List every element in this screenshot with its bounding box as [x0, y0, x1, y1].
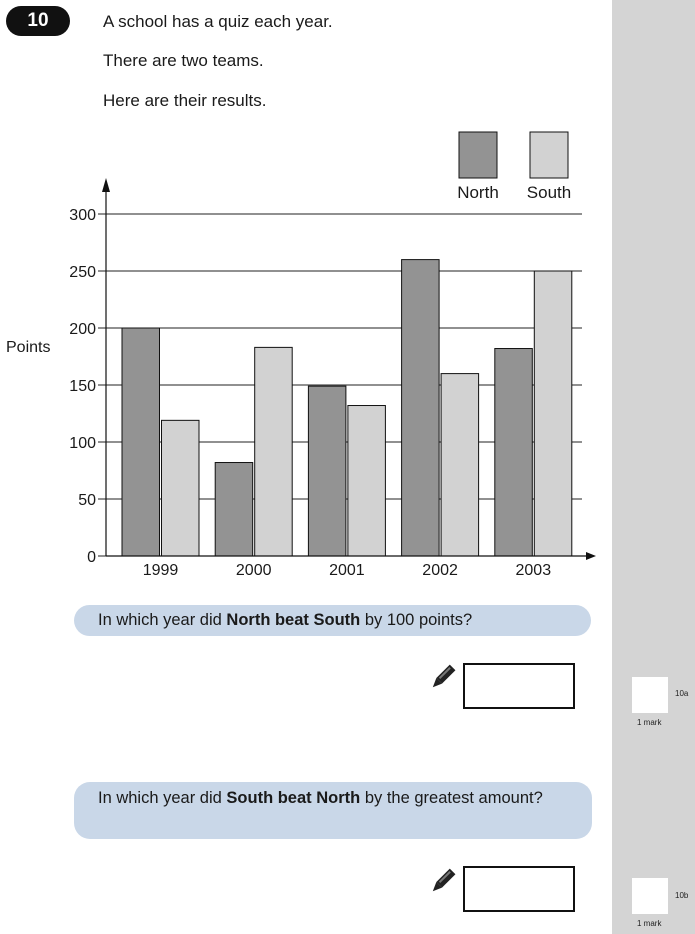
- question-b-text-post: by the greatest amount?: [360, 789, 543, 807]
- mark-box-10a: [632, 677, 668, 713]
- intro-line-3: Here are their results.: [103, 91, 267, 110]
- bar-south-2001: [348, 406, 386, 556]
- intro-line-1: A school has a quiz each year.: [103, 12, 333, 31]
- x-tick-label: 2002: [422, 562, 458, 579]
- answer-box-b[interactable]: [463, 866, 575, 912]
- question-b-text-bold: South beat North: [226, 789, 361, 807]
- x-axis-arrow: [586, 552, 596, 560]
- y-axis-label: Points: [6, 339, 51, 356]
- question-a-text-bold: North beat South: [226, 611, 361, 629]
- marking-margin: [612, 0, 695, 934]
- y-tick-label: 200: [69, 321, 96, 338]
- mark-id-10a: 10a: [675, 689, 689, 698]
- answer-box-a[interactable]: [463, 663, 575, 709]
- bar-north-2001: [308, 386, 346, 556]
- bar-south-2000: [255, 347, 293, 556]
- bar-north-2003: [495, 349, 533, 556]
- mark-label-10a: 1 mark: [637, 718, 662, 727]
- legend-label-south: South: [526, 183, 572, 202]
- x-tick-label: 2000: [235, 562, 272, 579]
- bar-north-2000: [215, 463, 253, 556]
- pencil-icon: [428, 664, 456, 692]
- y-tick-label: 100: [69, 435, 96, 452]
- bar-south-1999: [162, 420, 200, 556]
- question-b-box: [74, 782, 592, 839]
- question-a-text-post: by 100 points?: [360, 611, 473, 629]
- bar-south-2003: [534, 271, 572, 556]
- y-tick-label: 0: [87, 549, 96, 566]
- bar-south-2002: [441, 374, 479, 556]
- pencil-icon: [428, 868, 456, 896]
- question-b-text-pre: In which year did: [98, 789, 227, 807]
- question-a-box: [74, 605, 591, 636]
- y-axis-arrow: [102, 178, 110, 192]
- bar-north-2002: [402, 260, 440, 556]
- mark-id-10b: 10b: [675, 891, 689, 900]
- question-a-text-pre: In which year did: [98, 611, 227, 629]
- y-tick-label: 300: [69, 207, 96, 224]
- legend-swatch-south: [530, 132, 568, 178]
- bar-chart: [0, 120, 612, 610]
- x-tick-label: 2001: [329, 562, 365, 579]
- mark-box-10b: [632, 878, 668, 914]
- bar-north-1999: [122, 328, 160, 556]
- legend-swatch-north: [459, 132, 497, 178]
- x-tick-label: 1999: [142, 562, 179, 579]
- y-tick-label: 150: [69, 378, 96, 395]
- legend-label-north: North: [457, 183, 499, 202]
- question-number-badge: 10: [6, 6, 70, 36]
- y-tick-label: 250: [69, 264, 96, 281]
- intro-line-2: There are two teams.: [103, 51, 264, 70]
- mark-label-10b: 1 mark: [637, 919, 662, 928]
- y-tick-label: 50: [78, 492, 96, 509]
- x-tick-label: 2003: [515, 562, 552, 579]
